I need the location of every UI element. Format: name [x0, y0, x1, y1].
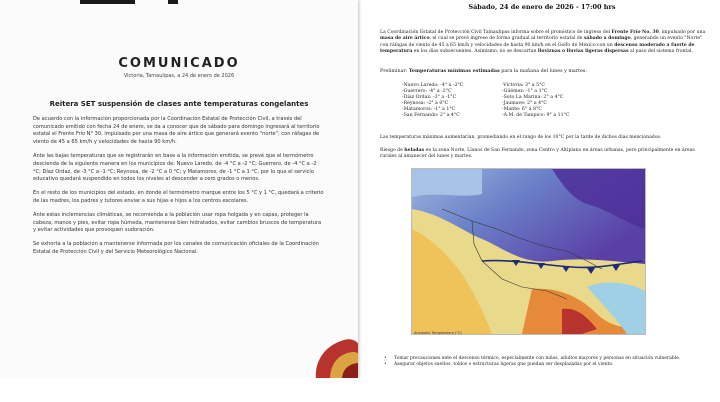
text-run: , generando un evento "Norte" con ráfagas de viento de 45 a 65 km/h y velocidades de hasta 90 km/h en el Golfo de México con un — [380, 36, 703, 48]
temperature-item: -Guerrero: -4° a -2°C — [402, 88, 452, 94]
temperature-item: -Jaumave: 2° a 4°C — [502, 100, 548, 106]
official-seal-icon — [296, 300, 358, 378]
temperature-item: -Matamoros: -1° a 1°C — [402, 106, 456, 112]
temperature-anomaly-map — [411, 168, 646, 335]
text-run: La Coordinación Estatal de Protección Civil Tamaulipas informa sobre el pronóstico de ingreso del — [380, 30, 612, 35]
temperature-item: -A.M. de Tampico: 9° a 11°C — [502, 112, 570, 118]
text-run-bold: heladas — [404, 148, 425, 153]
document-body — [33, 116, 325, 263]
temperature-column-1 — [402, 83, 463, 118]
text-run-bold: Frente Frío No. 30 — [611, 30, 659, 35]
page-gap — [0, 378, 362, 402]
map-caption: Anomalía Temperatura (°C) — [414, 331, 462, 335]
recommendation-item: • Asegurar objetos sueltos, toldos o estructuras ligeras que puedan ser desplazadas por el viento. — [382, 362, 712, 368]
cool-region — [412, 169, 482, 197]
temperature-item: -Nuevo Laredo: -4° a -2°C — [402, 83, 464, 88]
body-paragraph: En el resto de los municipios del estado, en donde el termómetro marque entre los 5 °C y 1 °C, quedará a criterio de las madres, los padres y tutores enviar a sus hijas e hijos a los centros escolares. — [33, 190, 324, 204]
body-paragraph: Ante las bajas temperaturas que se registrarán en base a la información emitida, se prevé que el termómetro descienda de la siguiente manera en los municipios de: Nuevo Laredo, de -4 °C a -2 °C; Guerrero, de -4 °C a -2 °C; Díaz Ordaz, de -3 °C a -1 °C; Reynosa, de -2 °C a 0 °C; y Matamoros, de -1 °C a 1 °C, por lo que el servicio educativo quedará suspendido en todos los niveles al descender a cero grados o menos. — [33, 153, 317, 183]
bulletin-date: Sábado, 24 de enero de 2026 - 17:00 hrs — [468, 3, 616, 11]
text-run-bold: lloviznas o lluvias ligeras dispersas — [537, 48, 629, 54]
body-paragraph: De acuerdo con la información proporcionada por la Coordinación Estatal de Protección Civil, a través del comunicado emitido con fecha 24 de enero, se da a conocer que de sábado para domingo ingresará al territorio estatal el Frente Frío N° 30, impulsado por una masa de aire ártico que generará evento "norte", con ráfagas de viento de 45 a 65 km/h y velocidades de hasta 90 km/h. — [33, 116, 320, 146]
temperature-item: -Soto La Marina: 2° a 4°C — [502, 94, 564, 100]
temperature-item: -San Fernando: 2° a 4°C — [402, 112, 460, 118]
temperature-item: -Díaz Ordaz: -3° a -1°C — [402, 94, 457, 100]
top-text-fragment — [80, 0, 135, 4]
text-run: en la zona Norte, Llanos de San Fernando, zona Centro y Altiplano en áreas urbanas, pero principalmente en áreas rurales al amanecer del lunes y martes. — [380, 148, 695, 160]
temperature-item: -Güémez: -1° a 1°C — [502, 88, 548, 94]
text-run: en los días subsecuentes. Asimismo, no se descartan — [412, 48, 538, 54]
body-paragraph: Se exhorta a la población a mantenerse informada por los canales de comunicación oficiales de la Coordinación Estatal de Protección Civil y del Servicio Meteorológico Nacional. — [33, 241, 319, 256]
document-heading: Reitera SET suspensión de clases ante temperaturas congelantes — [49, 100, 309, 108]
left-document-page — [0, 0, 358, 378]
text-run: , impulsado por una — [658, 30, 706, 35]
text-run-bold: masa de aire ártico — [380, 36, 430, 42]
bulletin-intro-paragraph — [380, 30, 706, 55]
forecast-preliminary-line — [380, 68, 706, 75]
text-run: Preliminar: — [380, 69, 409, 74]
text-run: para la mañana del lunes y martes: — [499, 69, 587, 74]
right-document-page — [362, 0, 720, 402]
temperature-item: -Victoria: 3° a 5°C — [502, 83, 545, 88]
temperature-column-2 — [502, 83, 570, 118]
text-run-bold: Temperaturas mínimas estimadas — [408, 68, 500, 74]
max-temperature-paragraph: Las temperaturas máximas aumentarían, promediando en el rango de los 10°C por la tarde de dichos días mencionados. — [380, 135, 662, 140]
temperature-item: -Reynosa: -2° a 0°C — [402, 100, 449, 106]
body-paragraph: Ante estas inclemencias climáticas, se recomienda a la población usar ropa holgada y en capas, proteger la cabeza, manos y pies, evitar ropa húmeda, mantenerse bien hidratados, evitar cambios bruscos de temperatura y evitar actividades que provoquen sudoración. — [33, 211, 322, 234]
text-run: al paso del sistema frontal. — [628, 48, 693, 54]
document-title: COMUNICADO — [118, 56, 240, 71]
text-run-bold: sábado a domingo — [583, 36, 631, 42]
frost-risk-paragraph — [380, 148, 706, 160]
document-place-date: Victoria, Tamaulipas, a 24 de enero de 2026 — [123, 73, 235, 79]
top-text-fragment — [168, 0, 178, 4]
text-run: Riesgo de — [380, 148, 405, 153]
recommendations-list — [382, 356, 712, 368]
temperature-item: -Mante: 6° a 8°C — [502, 106, 542, 112]
recommendation-item: • Tomar precauciones ante el descenso térmico, especialmente con niños, adultos mayores y personas en situación vulnerable. — [382, 356, 712, 362]
text-run: , el cual se prevé ingrese de forma gradual al territorio estatal de — [429, 36, 584, 42]
text-run-bold: descenso moderado a fuerte de temperatura — [380, 42, 695, 54]
